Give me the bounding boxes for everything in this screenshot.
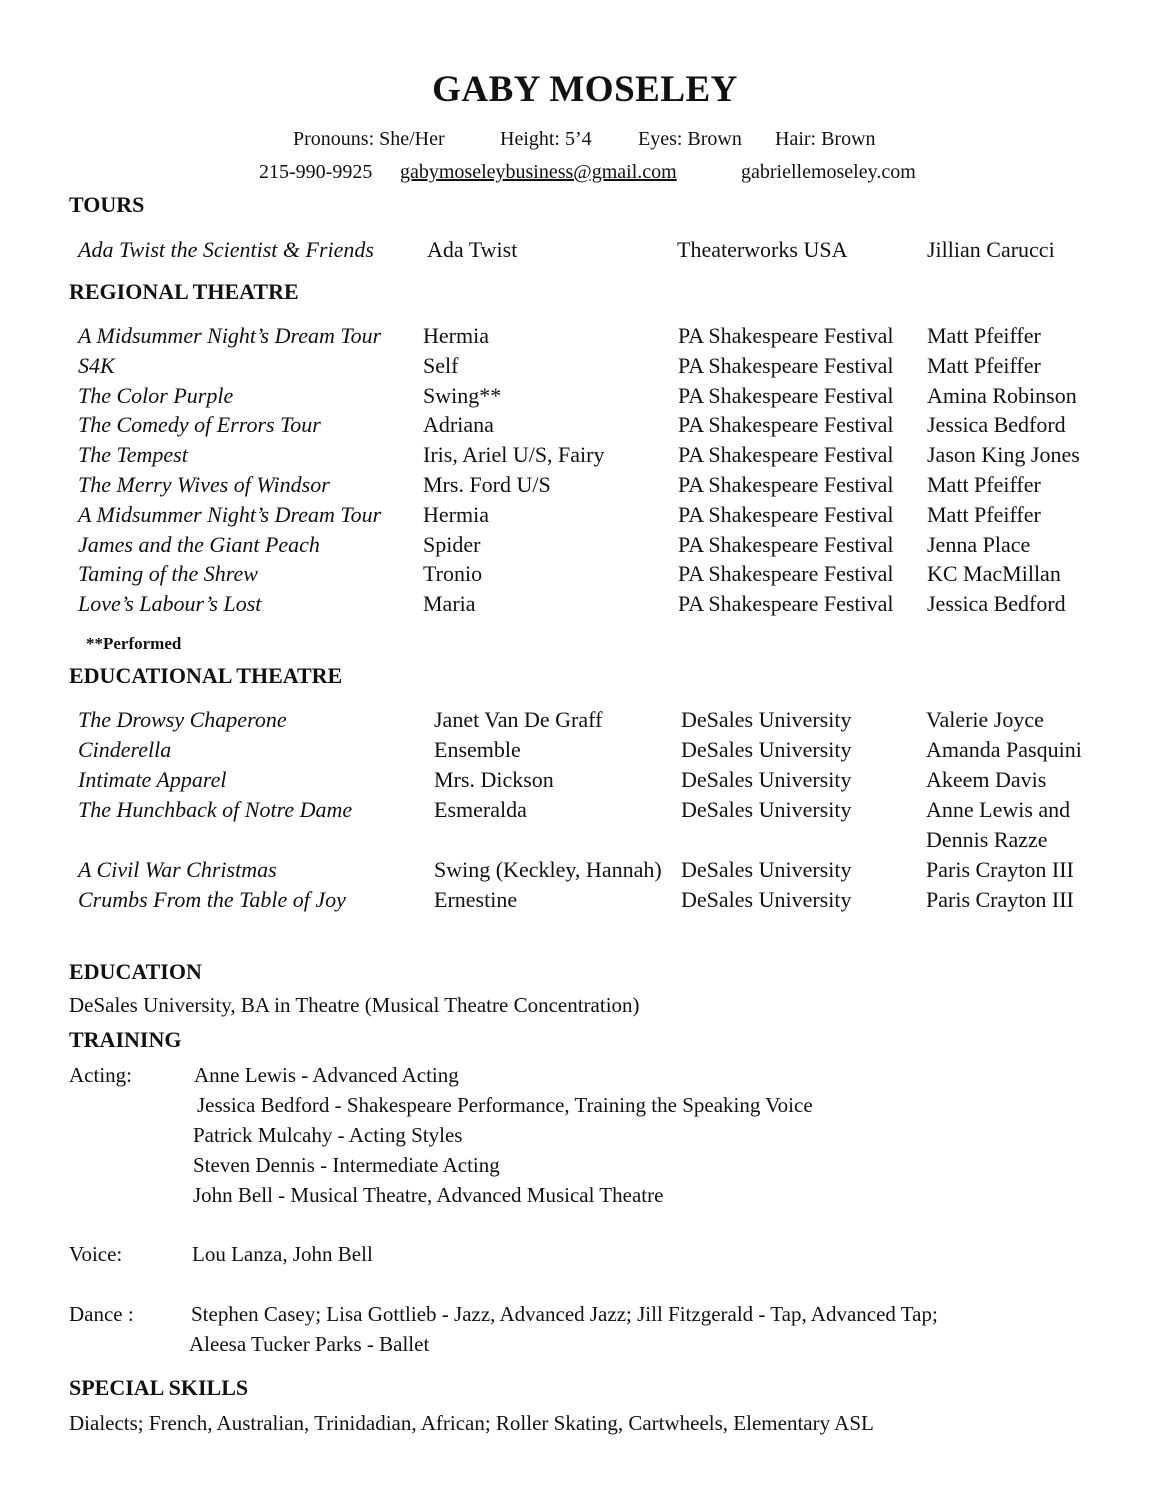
credit-company: PA Shakespeare Festival [678,382,894,408]
credit-show: Taming of the Shrew [78,561,258,587]
email-link[interactable]: gabymoseleybusiness@gmail.com [400,161,677,183]
credit-director: Jessica Bedford [927,412,1066,438]
acting-line: Anne Lewis - Advanced Acting [194,1063,459,1087]
dance-label: Dance : [69,1302,134,1326]
acting-line: Jessica Bedford - Shakespeare Performance, Training the Speaking Voice [197,1093,813,1117]
credit-company: PA Shakespeare Festival [678,501,894,527]
credit-company: DeSales University [681,737,852,762]
credit-director: Matt Pfeiffer [927,352,1041,378]
credit-role: Spider [423,531,481,557]
hair-text: Hair: Brown [775,128,876,150]
credit-director: Jenna Place [927,531,1031,557]
credit-role: Iris, Ariel U/S, Fairy [423,442,605,468]
skills-text: Dialects; French, Australian, Trinidadian, African; Roller Skating, Cartwheels, Elementary ASL [69,1411,874,1435]
credit-director: Akeem Davis [926,767,1047,792]
credit-company: PA Shakespeare Festival [678,323,894,348]
credit-role: Janet Van De Graff [434,707,603,732]
resume-name: GABY MOSELEY [432,69,738,110]
credit-role: Ernestine [434,887,518,912]
credit-director: Matt Pfeiffer [927,472,1041,497]
credit-show: The Merry Wives of Windsor [78,472,330,497]
credit-show: A Midsummer Night’s Dream Tour [78,323,382,348]
credit-show: A Midsummer Night’s Dream Tour [78,501,382,527]
credit-role: Ada Twist [427,237,518,262]
dance-line: Stephen Casey; Lisa Gottlieb - Jazz, Advanced Jazz; Jill Fitzgerald - Tap, Advanced Tap; [191,1302,938,1326]
credit-director: Jason King Jones [927,442,1080,468]
credit-show: The Color Purple [78,382,234,408]
credit-company: DeSales University [681,797,852,822]
website-text: gabriellemoseley.com [741,161,916,183]
credit-role: Adriana [423,412,494,438]
credit-company: PA Shakespeare Festival [678,561,894,587]
credit-role: Mrs. Ford U/S [423,472,551,497]
credit-show: Crumbs From the Table of Joy [78,887,346,912]
tours-heading: TOURS [69,192,145,217]
acting-line: Patrick Mulcahy - Acting Styles [193,1123,463,1147]
credit-role: Swing** [423,382,502,408]
acting-label: Acting: [69,1063,132,1087]
credit-company: PA Shakespeare Festival [678,442,894,468]
skills-heading: SPECIAL SKILLS [69,1375,249,1400]
credit-company: PA Shakespeare Festival [678,352,894,378]
eyes-text: Eyes: Brown [638,128,742,150]
credit-company: PA Shakespeare Festival [678,591,894,617]
credit-director: Jessica Bedford [927,591,1066,617]
credit-director: KC MacMillan [927,561,1061,587]
credit-director: Anne Lewis and [926,797,1071,822]
credit-company: DeSales University [681,767,852,792]
credit-director: Paris Crayton III [926,887,1074,912]
credit-role: Swing (Keckley, Hannah) [434,857,662,882]
training-heading: TRAINING [69,1027,182,1052]
dance-line: Aleesa Tucker Parks - Ballet [189,1332,430,1356]
credit-company: DeSales University [681,707,852,732]
credit-show: Love’s Labour’s Lost [78,591,262,617]
height-text: Height: 5’4 [500,128,592,150]
phone-text: 215-990-9925 [259,161,373,183]
credit-director: Paris Crayton III [926,857,1074,882]
pronouns-text: Pronouns: She/Her [293,128,445,150]
educational-heading: EDUCATIONAL THEATRE [69,663,343,688]
credit-show: S4K [78,352,115,378]
voice-label: Voice: [69,1242,123,1266]
credit-role: Hermia [423,501,489,527]
credit-role: Hermia [423,323,489,348]
credit-director: Matt Pfeiffer [927,323,1041,348]
credit-company: Theaterworks USA [677,237,848,262]
credit-company: PA Shakespeare Festival [678,472,894,497]
credit-show: A Civil War Christmas [78,857,277,882]
credit-show: Cinderella [78,737,172,762]
credit-company: PA Shakespeare Festival [678,531,894,557]
credit-role: Esmeralda [434,797,527,822]
credit-show: The Hunchback of Notre Dame [78,797,353,822]
acting-line: John Bell - Musical Theatre, Advanced Musical Theatre [193,1183,664,1207]
credit-role: Tronio [423,561,483,587]
credit-show: James and the Giant Peach [78,531,320,557]
credit-director: Amina Robinson [927,382,1077,408]
credit-company: PA Shakespeare Festival [678,412,894,438]
credit-show: Ada Twist the Scientist & Friends [78,237,374,262]
credit-role: Ensemble [434,737,521,762]
performed-note: **Performed [86,634,182,653]
credit-company: DeSales University [681,857,852,882]
regional-heading: REGIONAL THEATRE [69,279,299,304]
credit-role: Self [423,352,459,378]
credit-director: Dennis Razze [926,827,1048,852]
credit-director: Matt Pfeiffer [927,501,1041,527]
credit-show: The Comedy of Errors Tour [78,412,321,438]
voice-text: Lou Lanza, John Bell [192,1242,373,1266]
acting-line: Steven Dennis - Intermediate Acting [193,1153,500,1177]
credit-show: The Drowsy Chaperone [78,707,287,732]
credit-show: Intimate Apparel [78,767,227,792]
education-text: DeSales University, BA in Theatre (Musical Theatre Concentration) [69,993,640,1017]
credit-role: Mrs. Dickson [434,767,554,792]
credit-show: The Tempest [78,442,188,468]
credit-role: Maria [423,591,476,617]
credit-director: Valerie Joyce [926,707,1044,732]
credit-director: Jillian Carucci [927,237,1055,262]
credit-director: Amanda Pasquini [926,737,1082,762]
credit-company: DeSales University [681,887,852,912]
education-heading: EDUCATION [69,959,202,984]
